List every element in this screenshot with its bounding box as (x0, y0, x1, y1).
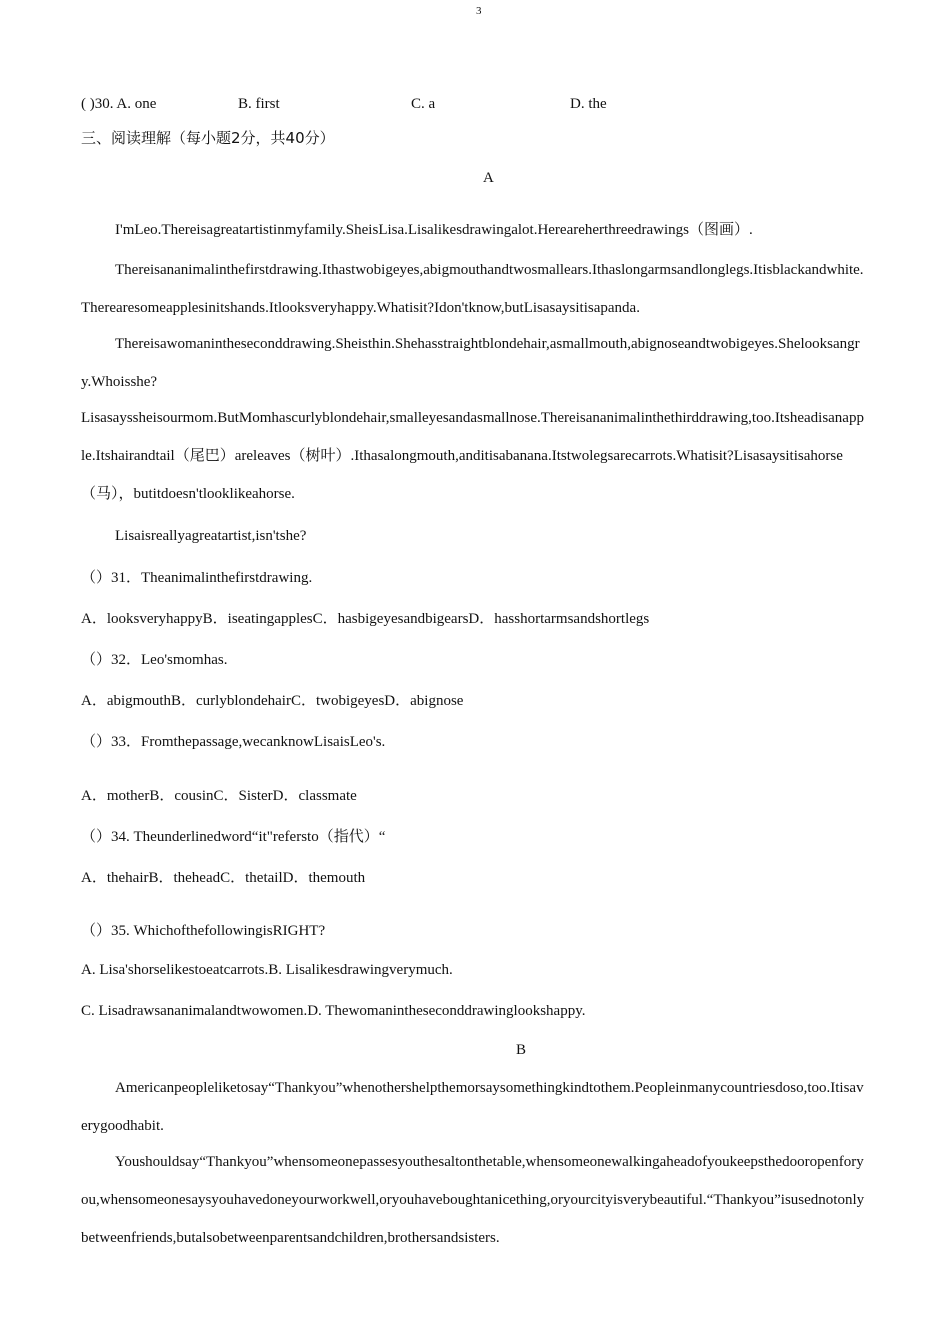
q30-stem: ( )30. A. one (81, 96, 157, 112)
question-34-options: A．thehairB．theheadC．thetailD．themouth (81, 870, 366, 886)
q30-option-d: D. the (570, 96, 607, 112)
section-title: 三、阅读理解（每小题2分，共40分） (81, 129, 335, 147)
passage-b-label: B (516, 1042, 527, 1058)
question-35-options-cd: C. Lisadrawsananimalandtwowomen.D. Thewomanintheseconddrawinglookshappy. (81, 1003, 586, 1019)
q30-option-b: B. first (238, 96, 280, 112)
question-31-stem: （）31．Theanimalinthefirstdrawing. (81, 570, 313, 586)
question-31-options: A．looksveryhappyB．iseatingapplesC．hasbigeyesandbigearsD．hasshortarmsandshortlegs (81, 611, 650, 627)
question-33-stem: （）33．Fromthepassage,wecanknowLisaisLeo's. (81, 734, 386, 750)
question-35-options-ab: A. Lisa'shorselikestoeatcarrots.B. Lisalikesdrawingverymuch. (81, 962, 453, 978)
passage-a-paragraph-5: Lisaisreallyagreatartist,isn'tshe? (115, 528, 307, 544)
question-34-stem: （）34. Theunderlinedword“it"refersto（指代）“ (81, 829, 386, 845)
passage-a-paragraph-1: I'mLeo.Thereisagreatartistinmyfamily.SheisLisa.Lisalikesdrawingalot.Hereareherthreedrawings（图画）. (115, 222, 753, 238)
passage-a-label: A (483, 170, 494, 186)
question-32-stem: （）32．Leo'smomhas. (81, 652, 228, 668)
passage-a-paragraph-2: Thereisananimalinthefirstdrawing.Ithastwobigeyes,abigmouthandtwosmallears.Ithaslongarmsandlonglegs.Itisblackandwhite.Therearesomeapplesinitshands.Itlooksveryhappy.Whatisit?Idon'tknow,butLisasaysitisapanda. (81, 262, 864, 316)
passage-a-paragraph-4: Lisasayssheisourmom.ButMomhascurlyblondehair,smalleyesandasmallnose.Thereisananimalinthethirddrawing,too.Itsheadisanapple.Itshairandtail（尾巴）areleaves（树叶）.Ithasalongmouth,anditisabanana.Itstwolegsarecarrots.Whatisit?Lisasaysitisahorse（马），butitdoesn'tlooklikeahorse. (81, 410, 864, 502)
passage-a-paragraph-3: Thereisawomanintheseconddrawing.Sheisthin.Shehasstraightblondehair,asmallmouth,abignoseandtwobigeyes.Shelooksangry.Whoisshe? (81, 336, 860, 390)
q30-option-c: C. a (411, 96, 436, 112)
page-number: 3 (476, 5, 482, 17)
question-32-options: A．abigmouthB．curlyblondehairC．twobigeyesD．abignose (81, 693, 464, 709)
question-35-stem: （）35. WhichofthefollowingisRIGHT? (81, 923, 326, 939)
passage-b-paragraph-1: Americanpeopleliketosay“Thankyou”whenothershelpthemorsaysomethingkindtothem.Peopleinmanycountriesdoso,too.Itisaverygoodhabit. (81, 1080, 864, 1134)
question-33-options: A．motherB．cousinC．SisterD．classmate (81, 788, 357, 804)
passage-b-paragraph-2: Youshouldsay“Thankyou”whensomeonepassesyouthesaltonthetable,whensomeonewalkingaheadofyoukeepsthedooropenforyou,whensomeonesaysyouhavedoneyourworkwell,oryouhaveboughtanicething,oryourcityisverybeautiful.“Thankyou”isusednotonlybetweenfriends,butalsobetweenparentsandchildren,brothersandsisters. (81, 1154, 865, 1246)
